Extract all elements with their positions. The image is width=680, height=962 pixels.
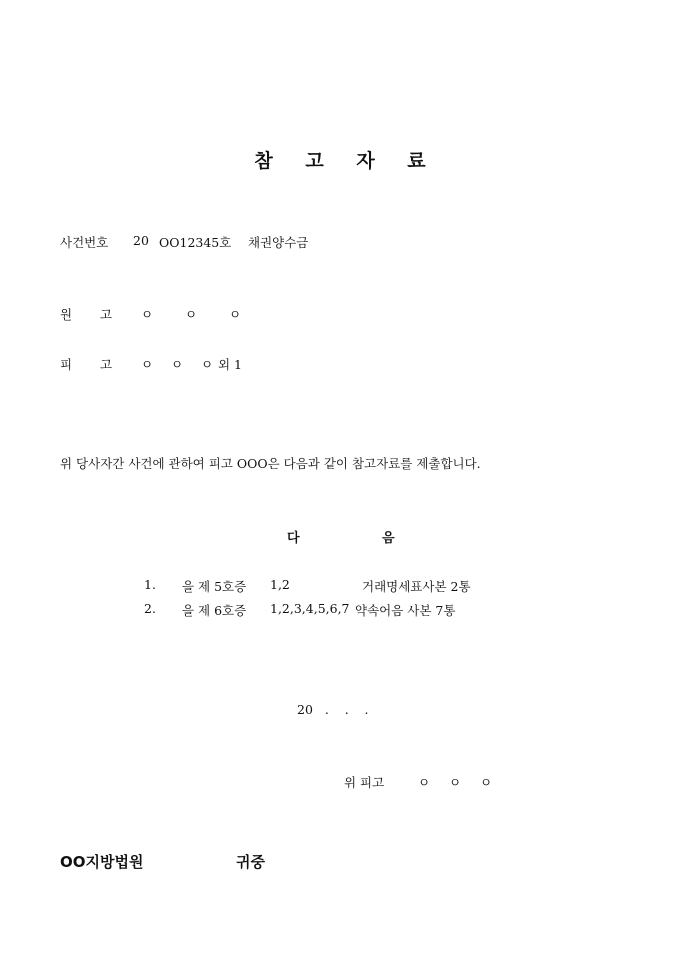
defendant-name-char: ㅇ [201, 357, 214, 372]
statement-text: 위 당사자간 사건에 관하여 피고 OOO은 다음과 같이 참고자료를 제출합니다. [60, 456, 481, 471]
plaintiff-label-2: 고 [100, 307, 113, 322]
defendant-extra: 외 1 [218, 357, 243, 372]
item-evidence: 을 제 5호증 [182, 579, 247, 594]
case-year: 20 [133, 233, 149, 248]
signature-name-char: ㅇ [449, 775, 462, 790]
signature-name-char: ㅇ [418, 775, 431, 790]
title-char: 료 [407, 150, 426, 172]
item-desc: 약속어음 사본 7통 [355, 603, 456, 618]
title-char: 고 [305, 150, 324, 172]
plaintiff-name-char: ㅇ [229, 307, 242, 322]
defendant-name-char: ㅇ [171, 357, 184, 372]
plaintiff-label-1: 원 [60, 307, 73, 322]
signature-name-char: ㅇ [480, 775, 493, 790]
item-number: 1. [144, 577, 156, 592]
item-desc: 거래명세표사본 2통 [362, 579, 471, 594]
defendant-label-1: 피 [60, 357, 73, 372]
heading-da: 다 [287, 531, 300, 546]
court-name: OO지방법원 [60, 853, 144, 871]
date-line: 20 . . . [297, 702, 369, 717]
signature-label: 위 피고 [344, 775, 385, 790]
title-char: 참 [254, 150, 273, 172]
item-number: 2. [144, 601, 156, 616]
court-suffix: 귀중 [236, 853, 265, 871]
defendant-label-2: 고 [100, 357, 113, 372]
case-number: OO12345호 [159, 235, 232, 250]
case-number-label: 사건번호 [60, 235, 109, 250]
plaintiff-name-char: ㅇ [185, 307, 198, 322]
item-sub: 1,2,3,4,5,6,7 [270, 601, 350, 616]
heading-eum: 음 [382, 531, 395, 546]
item-sub: 1,2 [270, 577, 290, 592]
defendant-name-char: ㅇ [141, 357, 154, 372]
document-title [0, 146, 680, 173]
title-char: 자 [356, 150, 375, 172]
plaintiff-name-char: ㅇ [141, 307, 154, 322]
item-evidence: 을 제 6호증 [182, 603, 247, 618]
case-name: 채권양수금 [248, 235, 309, 250]
